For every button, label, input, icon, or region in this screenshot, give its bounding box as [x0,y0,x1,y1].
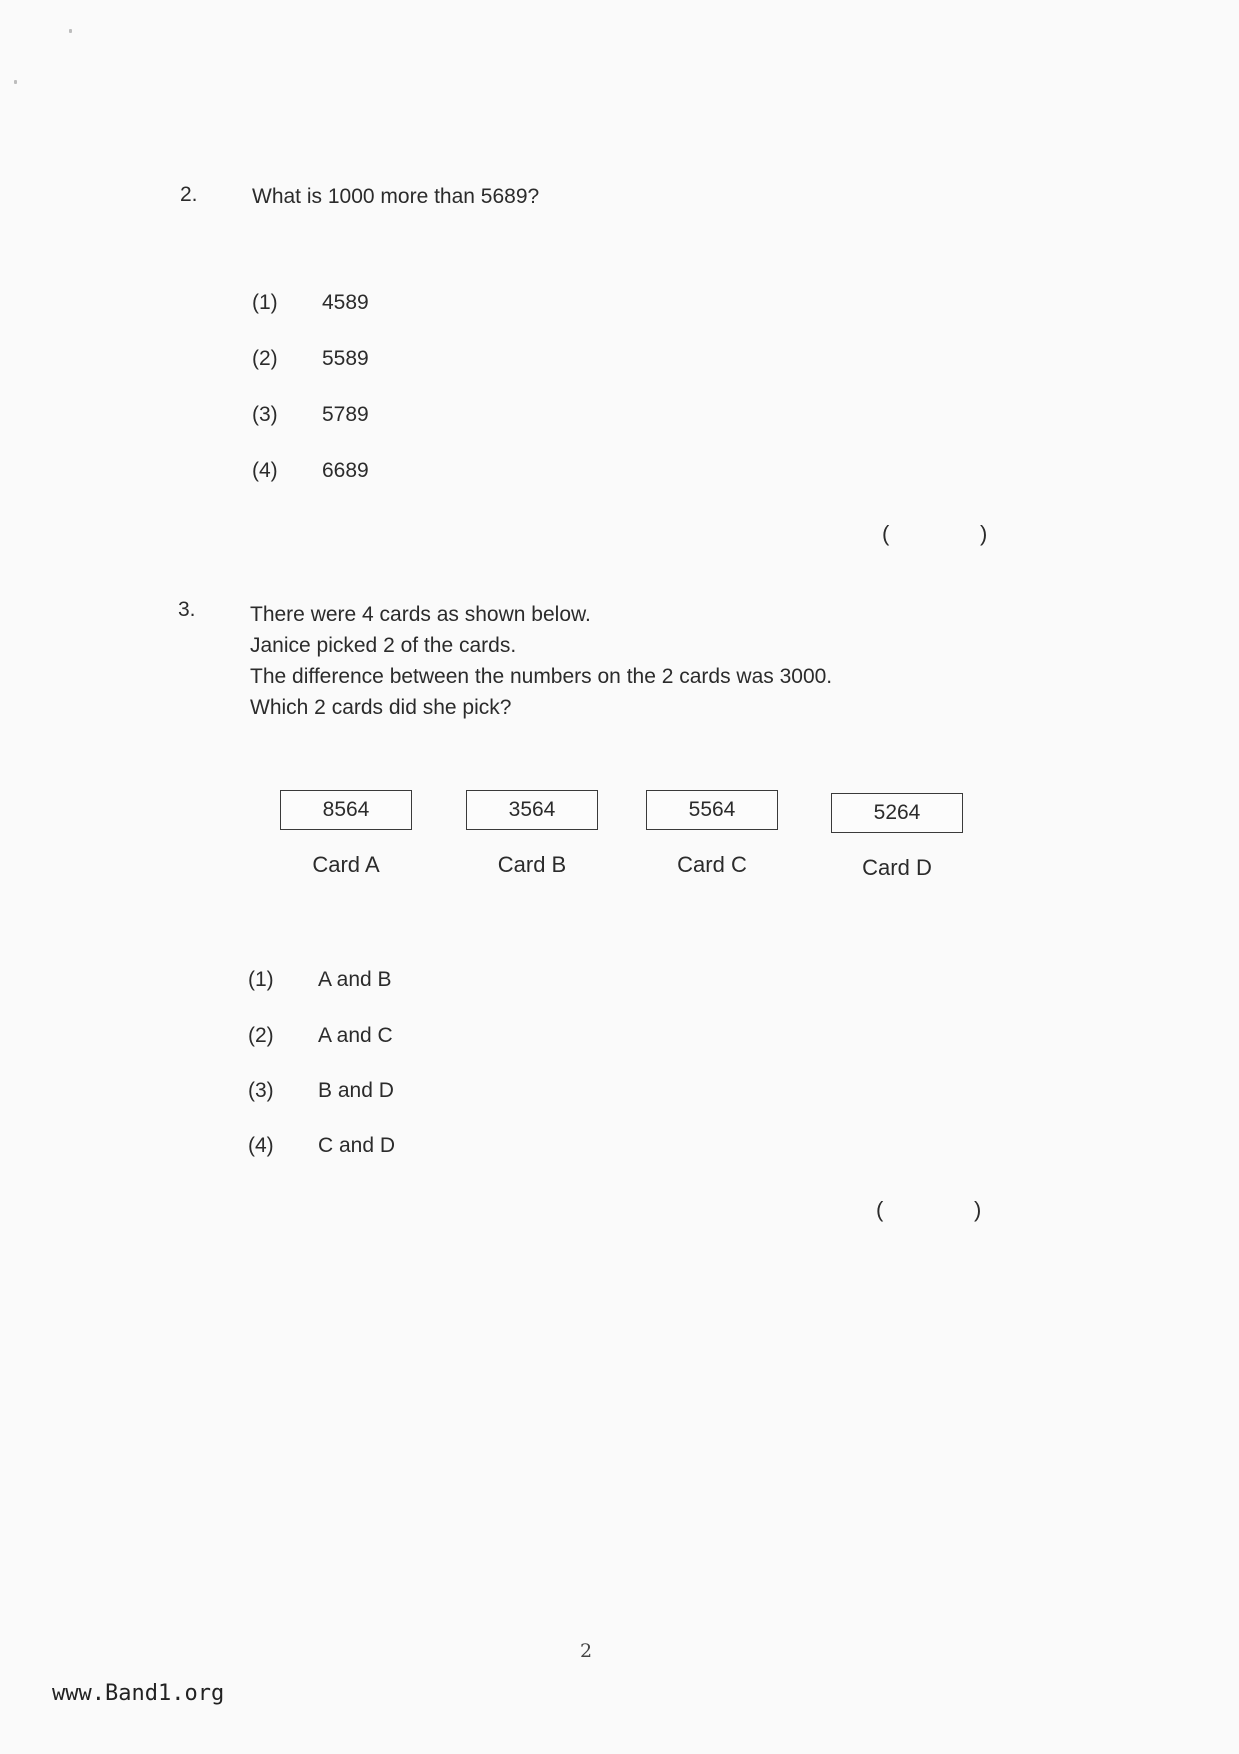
answer-bracket-close: ) [980,521,988,546]
card-d [805,793,989,881]
card-number-box: 5264 [831,793,963,833]
card-number-box: 8564 [280,790,412,830]
footer-url: www.Band1.org [52,1681,225,1706]
option-text: C and D [318,1134,396,1157]
page-number: 2 [580,1640,593,1662]
card-b [440,790,624,878]
option-label: (2) [248,1024,274,1047]
option-label: (2) [252,347,278,370]
option-text: A and B [318,968,392,991]
option-label: (3) [248,1079,274,1102]
card-caption: Card B [497,852,567,877]
card-c [620,790,804,878]
question-line: Which 2 cards did she pick? [250,696,512,719]
option-label: (4) [248,1134,274,1157]
option-label: (1) [252,291,278,314]
question-line: Janice picked 2 of the cards. [250,634,517,657]
question-number: 3. [178,598,196,621]
option-text: 5589 [322,347,369,370]
card-number-box: 3564 [466,790,598,830]
option-text: A and C [318,1024,393,1047]
card-number-box: 5564 [646,790,778,830]
option-text: 4589 [322,291,369,314]
option-text: 6689 [322,459,369,482]
question-line: There were 4 cards as shown below. [250,603,591,626]
answer-bracket-open: ( [882,521,890,546]
option-label: (3) [252,403,278,426]
card-a [254,790,438,878]
scan-speck [69,29,72,33]
option-label: (4) [252,459,278,482]
option-text: B and D [318,1079,394,1102]
scan-speck [14,80,17,84]
answer-bracket-open: ( [876,1197,884,1222]
question-text [250,599,832,723]
question-text [252,181,539,212]
question-line: What is 1000 more than 5689? [252,185,540,208]
option-label: (1) [248,968,274,991]
card-caption: Card C [677,852,747,877]
card-caption: Card A [312,852,380,877]
option-text: 5789 [322,403,369,426]
answer-bracket-close: ) [974,1197,982,1222]
question-line: The difference between the numbers on the 2 cards was 3000. [250,665,833,688]
card-caption: Card D [862,855,932,880]
question-number: 2. [180,183,198,206]
